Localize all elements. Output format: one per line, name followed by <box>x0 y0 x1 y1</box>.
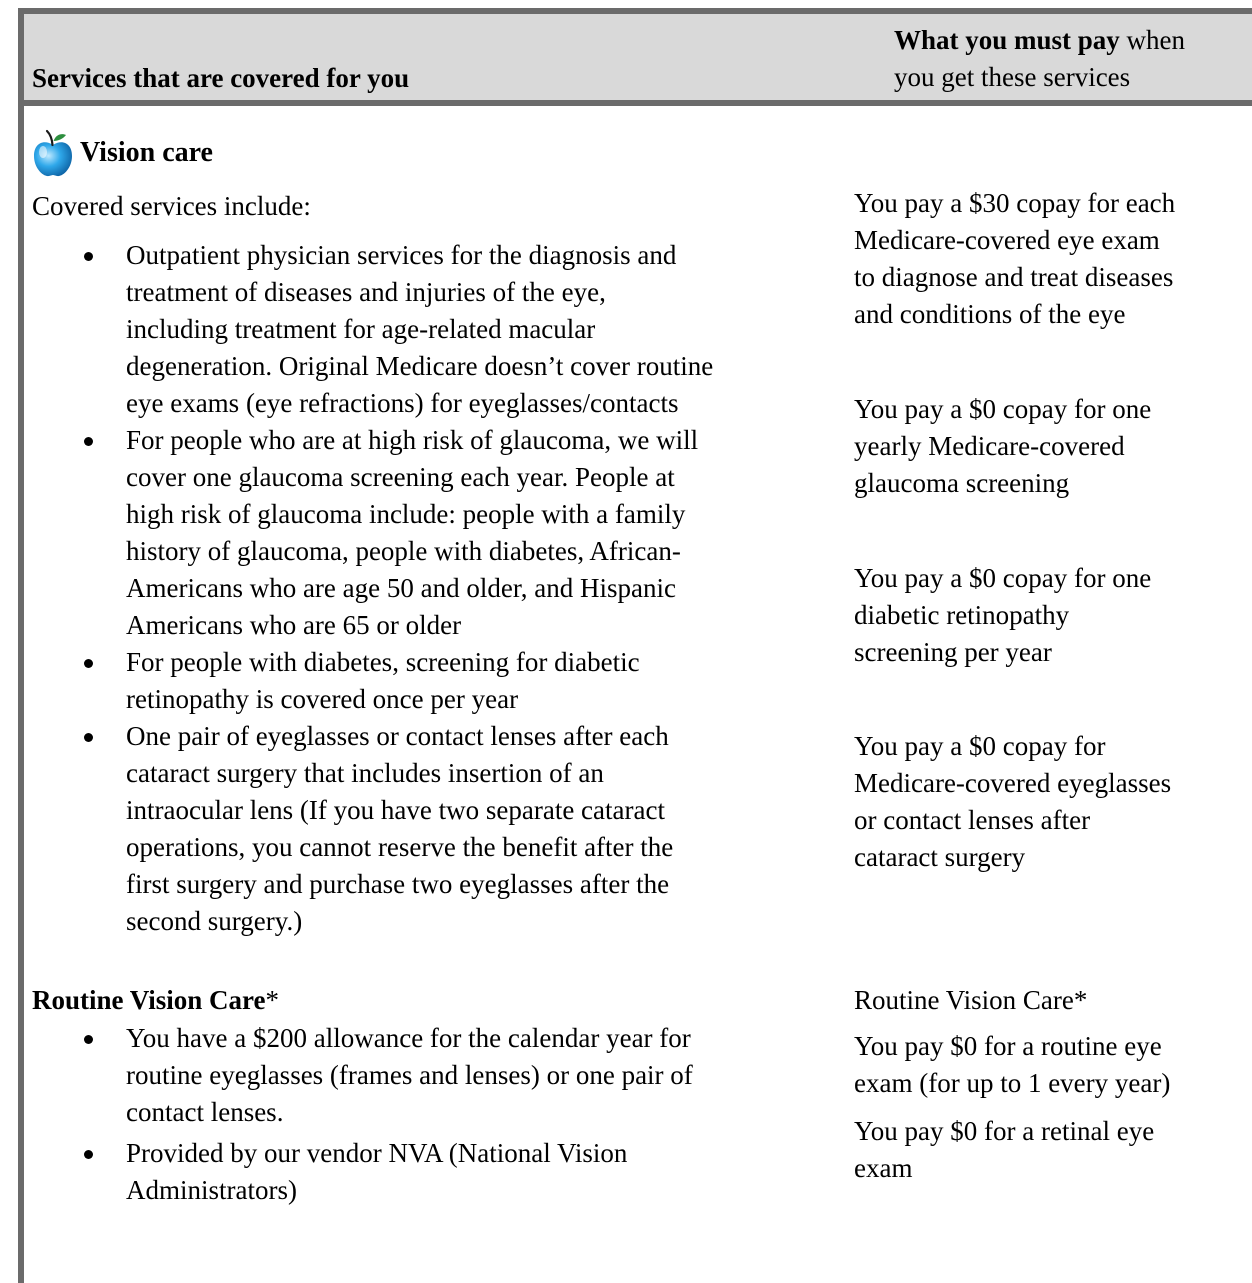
header-what-you-pay-bold: What you must pay <box>894 25 1120 55</box>
header-what-you-pay-line2: you get these services <box>894 62 1131 92</box>
header-what-you-pay <box>894 22 1249 96</box>
routine-vision-title <box>32 982 279 1019</box>
cost-line: Medicare-covered eye exam <box>854 225 1160 255</box>
routine-cost-title: Routine Vision Care* <box>854 985 1088 1015</box>
cost-line: and conditions of the eye <box>854 299 1126 329</box>
section-title <box>32 128 213 178</box>
bullet-icon <box>84 437 93 446</box>
cost-line: to diagnose and treat diseases <box>854 262 1174 292</box>
cost-line: You pay a $0 copay for <box>854 731 1106 761</box>
bullet-line: first surgery and purchase two eyeglasses after the <box>126 869 670 899</box>
routine-bullet-list <box>32 1020 693 1209</box>
cost-line: Medicare-covered eyeglasses <box>854 768 1172 798</box>
bullet-line: contact lenses. <box>126 1097 284 1127</box>
bullet-line: routine eyeglasses (frames and lenses) or one pair of <box>126 1060 693 1090</box>
bullet-line: cataract surgery that includes insertion of an <box>126 758 604 788</box>
routine-cost-retinal-exam <box>854 1113 1249 1187</box>
vision-bullet-list <box>32 237 713 940</box>
header-services-covered: Services that are covered for you <box>32 63 410 93</box>
bullet-line: One pair of eyeglasses or contact lenses after each <box>126 721 669 751</box>
cost-line: exam (for up to 1 every year) <box>854 1068 1171 1098</box>
bullet-line: For people who are at high risk of glaucoma, we will <box>126 425 699 455</box>
bullet-line: eye exams (eye refractions) for eyeglasses/contacts <box>126 388 679 418</box>
cost-line: cataract surgery <box>854 842 1026 872</box>
cost-line: screening per year <box>854 637 1052 667</box>
apple-icon <box>32 128 74 178</box>
cost-line: You pay a $30 copay for each <box>854 188 1176 218</box>
bullet-line: operations, you cannot reserve the benefit after the <box>126 832 674 862</box>
bullet-icon <box>84 733 93 742</box>
cost-line: diabetic retinopathy <box>854 600 1070 630</box>
bullet-line: Administrators) <box>126 1175 297 1205</box>
bullet-line: cover one glaucoma screening each year. People at <box>126 462 675 492</box>
cost-eyeglasses-after-cataract <box>854 728 1249 876</box>
cost-retinopathy-screening <box>854 560 1249 671</box>
bullet-line: history of glaucoma, people with diabetes, African- <box>126 536 681 566</box>
bullet-line: intraocular lens (If you have two separate cataract <box>126 795 665 825</box>
routine-vision-title-text: Routine Vision Care <box>32 985 266 1015</box>
cost-line: yearly Medicare-covered <box>854 431 1125 461</box>
bullet-line: For people with diabetes, screening for diabetic <box>126 647 640 677</box>
bullet-icon <box>84 1150 93 1159</box>
bullet-line: treatment of diseases and injuries of the eye, <box>126 277 606 307</box>
bullet-line: Outpatient physician services for the diagnosis and <box>126 240 677 270</box>
cost-eye-exam <box>854 185 1249 333</box>
bullet-line: retinopathy is covered once per year <box>126 684 519 714</box>
cost-line: or contact lenses after <box>854 805 1091 835</box>
cost-line: You pay $0 for a routine eye <box>854 1031 1162 1061</box>
list-item <box>32 1135 693 1209</box>
cost-line: You pay a $0 copay for one <box>854 563 1152 593</box>
list-item <box>32 422 713 644</box>
list-item <box>32 1020 693 1131</box>
cost-line: exam <box>854 1153 913 1183</box>
bullet-line: including treatment for age-related macular <box>126 314 596 344</box>
routine-vision-asterisk: * <box>265 985 280 1015</box>
list-item <box>32 237 713 422</box>
cost-glaucoma-screening <box>854 391 1249 502</box>
section-title-text: Vision care <box>80 137 213 168</box>
bullet-line: Americans who are 65 or older <box>126 610 462 640</box>
table-header <box>24 14 1252 106</box>
bullet-line: degeneration. Original Medicare doesn’t cover routine <box>126 351 714 381</box>
bullet-line: Americans who are age 50 and older, and Hispanic <box>126 573 676 603</box>
header-what-you-pay-rest: when <box>1119 25 1186 55</box>
cost-line: glaucoma screening <box>854 468 1070 498</box>
cost-line: You pay $0 for a retinal eye <box>854 1116 1155 1146</box>
bullet-icon <box>84 252 93 261</box>
bullet-icon <box>84 659 93 668</box>
bullet-line: You have a $200 allowance for the calendar year for <box>126 1023 691 1053</box>
bullet-icon <box>84 1035 93 1044</box>
cost-line: You pay a $0 copay for one <box>854 394 1152 424</box>
bullet-line: Provided by our vendor NVA (National Vision <box>126 1138 628 1168</box>
covered-services-intro: Covered services include: <box>32 191 311 221</box>
bullet-line: high risk of glaucoma include: people with a family <box>126 499 686 529</box>
list-item <box>32 644 713 718</box>
routine-cost-eye-exam <box>854 1028 1249 1102</box>
bullet-line: second surgery.) <box>126 906 303 936</box>
list-item <box>32 718 713 940</box>
